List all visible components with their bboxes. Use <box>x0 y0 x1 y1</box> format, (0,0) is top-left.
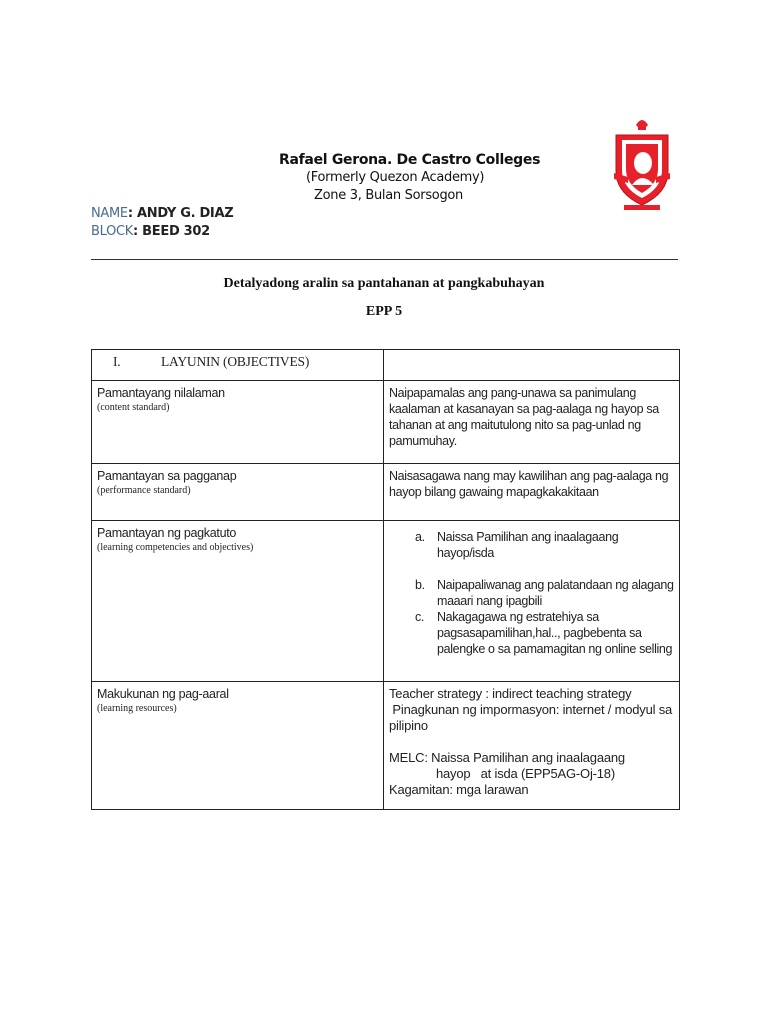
row-content: Naisasagawa nang may kawilihan ang pag-aalaga ng hayop bilang gawaing mapagkakakitaan <box>389 469 669 499</box>
materials: Kagamitan: mga larawan <box>389 782 529 797</box>
block-label: BLOCK <box>91 224 134 239</box>
document-subtitle: EPP 5 <box>365 304 403 319</box>
row-content-cell <box>384 464 680 521</box>
list-item <box>389 577 674 609</box>
row-label-cell <box>92 682 384 810</box>
school-logo <box>608 113 676 217</box>
teacher-strategy: Teacher strategy : indirect teaching strategy <box>389 686 632 701</box>
row-label: Pamantayan sa pagganap <box>97 469 237 483</box>
competency-list <box>389 529 674 657</box>
row-label: Makukunan ng pag-aaral <box>97 687 229 701</box>
row-label-cell <box>92 381 384 464</box>
name-label: NAME <box>91 206 128 221</box>
school-address: Zone 3, Bulan Sorsogon <box>314 188 463 203</box>
row-sublabel: (content standard) <box>97 402 170 413</box>
list-item-text: Naipapaliwanag ang palatandaan ng alagang maaari nang ipagbili <box>437 578 674 608</box>
information-source: Pinagkunan ng impormasyon: internet / modyul sa pilipino <box>389 702 676 733</box>
row-label: Pamantayang nilalaman <box>97 386 225 400</box>
row-label-cell <box>92 464 384 521</box>
row-sublabel: (learning competencies and objectives) <box>97 542 254 553</box>
row-content-cell <box>384 381 680 464</box>
row-sublabel: (learning resources) <box>97 703 177 714</box>
melc-line-1: MELC: Naissa Pamilihan ang inaalagaang <box>389 750 625 765</box>
list-marker: c. <box>415 610 425 624</box>
list-item <box>389 529 674 561</box>
table-header-row <box>92 350 680 381</box>
name-value: : ANDY G. DIAZ <box>127 206 234 221</box>
block-value: : BEED 302 <box>133 224 210 239</box>
school-seal-icon <box>608 113 676 217</box>
row-content-cell <box>384 521 680 682</box>
table-row <box>92 521 680 682</box>
content-spacer <box>389 734 674 750</box>
row-content: Naipapamalas ang pang-unawa sa panimulang kaalaman at kasanayan sa pag-aalaga ng hayop sa tahanan at ang maitutulong nito sa pag-unlad ng pamumuhay. <box>389 386 659 448</box>
list-spacer <box>389 561 674 577</box>
school-former-name: (Formerly Quezon Academy) <box>306 170 485 185</box>
list-marker: b. <box>415 578 425 592</box>
section-title: LAYUNIN (OBJECTIVES) <box>161 354 310 369</box>
table-row <box>92 381 680 464</box>
table-row <box>92 682 680 810</box>
row-content-cell <box>384 682 680 810</box>
list-item <box>389 609 674 657</box>
row-label-cell <box>92 521 384 682</box>
section-header-cell <box>92 350 384 381</box>
list-item-text: Naissa Pamilihan ang inaalagaang hayop/isda <box>437 530 619 560</box>
list-marker: a. <box>415 530 425 544</box>
document-title: Detalyadong aralin sa pantahanan at pangkabuhayan <box>223 276 545 291</box>
table-row <box>92 464 680 521</box>
student-name-line <box>91 206 233 221</box>
melc-line-2: hayop at isda (EPP5AG-Oj-18) <box>436 766 615 781</box>
section-number: I. <box>113 354 121 369</box>
student-block-line <box>91 224 210 239</box>
lesson-plan-table <box>91 349 680 810</box>
school-name: Rafael Gerona. De Castro Colleges <box>279 152 541 168</box>
row-sublabel: (performance standard) <box>97 485 191 496</box>
list-item-text: Nakagagawa ng estratehiya sa pagsasapamilihan,hal.., pagbebenta sa palengke o sa pamamagitan ng online selling <box>437 610 673 656</box>
header-divider <box>91 259 678 260</box>
row-label: Pamantayan ng pagkatuto <box>97 526 237 540</box>
section-header-empty-cell <box>384 350 680 381</box>
